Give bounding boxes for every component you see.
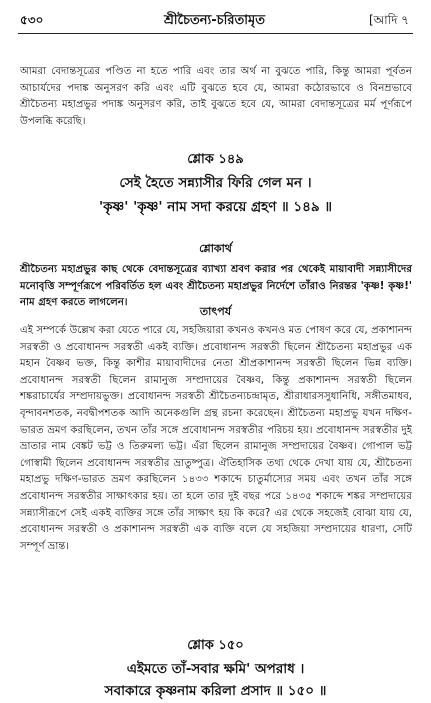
page-number: ৫৩০ [20,13,44,27]
running-title: শ্রীচৈতন্য-চরিতামৃত [163,13,266,28]
intro-text: আমরা বেদান্তসূত্রের পণ্ডিত না হতে পারি এবং তার অর্থ না বুঝতে পারি, কিন্তু আমরা পূর্বতন আচার্যদের পদাঙ্ক অনুসরণ করি এবং এটি বুঝতে হবে যে, আমরা কঠোরভাবে ও বিনম্রভাবে শ্রীচৈতন্য মহাপ্রভুর পদাঙ্ক অনুসরণ করি, তাই বুঝতে হবে যে, আমরা বেদান্তসূত্রের মর্ম পূর্ণরূপে উপলব্ধি করেছি। [20,66,412,127]
verse-149-line-1: সেই হৈতে সন্ন্যাসীর ফিরি গেল মন । [119,175,312,191]
translation-heading: শ্লোকার্থ [199,242,232,255]
chapter-reference: [আদি ৭ [368,13,409,27]
purport-text [20,323,412,555]
header-divider [18,33,413,34]
purport-heading: তাৎপর্য [199,305,232,318]
verse-150-line-2: সবাকারে কৃষ্ণনাম করিলা প্রসাদ ॥ ১৫০ ॥ [104,683,327,699]
page-header [20,10,409,32]
verse-150-title: শ্লোক ১৫০ [187,638,244,653]
purport-paragraph: এই সম্পর্কে উল্লেখ করা যেতে পারে যে, সহজিয়ারা কখনও কখনও মত পোষণ করে যে, প্রকাশানন্দ সরস্বতী ও প্রবোধানন্দ সরস্বতী একই ব্যক্তি। প্রবোধানন্দ সরস্বতী ছিলেন শ্রীচৈতন্য মহাপ্রভুর এক মহান বৈষ্ণব ভক্ত, কিন্তু কাশীর মায়াবাদীদের নেতা শ্রীপ্রকাশানন্দ সরস্বতী ছিলেন ভিন্ন ব্যক্তি। প্রবোধানন্দ সরস্বতী ছিলেন রামানুজ সম্প্রদায়ের বৈষ্ণব, কিন্তু প্রকাশানন্দ সরস্বতী ছিলেন শঙ্করাচার্যের সম্প্রদায়ভুক্ত। প্রবোধানন্দ সরস্বতী শ্রীচৈতন্যচন্দ্রামৃত, শ্রীরাধারসসুধানিধি, সঙ্গীতমাধব, বৃন্দাবনশতক, নবদ্বীপশতক আদি অনেকগুলি গ্রন্থ রচনা করেছেন। শ্রীচৈতন্য মহাপ্রভু যখন দক্ষিণ-ভারত ভ্রমণ করছিলেন, তখন তাঁর সঙ্গে প্রবোধানন্দ সরস্বতীর পরিচয় হয়। প্রবোধানন্দ সরস্বতীর দুই ভ্রাতার নাম বেঙ্কট ভট্ট ও তিরুমল্য ভট্ট। এঁরা ছিলেন রামানুজ সম্প্রদায়ের বৈষ্ণব। গোপাল ভট্ট গোস্বামী ছিলেন প্রবোধানন্দ সরস্বতীর ভ্রাতুষ্পুত্র। ঐতিহাসিক তথ্য থেকে দেখা যায় যে, শ্রীচৈতন্য মহাপ্রভু দক্ষিণ-ভারত ভ্রমণ করছিলেন ১৪৩৩ শকাব্দে চাতুর্মাস্যের সময় এবং তখন তাঁর সঙ্গে প্রবোধানন্দ সরস্বতীর সাক্ষাৎকার হয়। তা হলে তার দুই বছর পরে ১৪৩৫ শকাব্দে শঙ্কর সম্প্রদায়ের সন্ন্যাসীরূপে সেই একই ব্যক্তির সঙ্গে তাঁর সাক্ষাৎ হয় কি করে? এর থেকে সহজেই বোঝা যায় যে, প্রবোধানন্দ সরস্বতী ও প্রকাশানন্দ সরস্বতী এক ব্যক্তি বলে যে সহজিয়া সম্প্রদায়ের ধারণা, সেটি সম্পূর্ণ ভ্রান্ত। [20,325,412,552]
intro-paragraph [20,64,412,130]
translation-text: শ্রীচৈতন্য মহাপ্রভুর কাছ থেকে বেদান্তসূত্রের ব্যাখ্যা শ্রবণ করার পর থেকেই মায়াবাদী সন্ন্যাসীদের মনোবৃত্তি সম্পূর্ণরূপে পরিবর্তিত হল এবং শ্রীচৈতন্য মহাপ্রভুর নির্দেশে তাঁরাও নিরন্তর 'কৃষ্ণ! কৃষ্ণ!' নাম গ্রহণ করতে লাগলেন। [20,264,412,309]
verse-149-title: শ্লোক ১৪৯ [187,152,244,167]
verse-150-line-1: এইমতে তাঁ-সবার ক্ষমি' অপরাধ । [126,661,305,677]
verse-149-line-2: 'কৃষ্ণ' 'কৃষ্ণ' নাম সদা কর‍য়ে গ্রহণ ॥ ১৪৯ ॥ [98,199,333,215]
